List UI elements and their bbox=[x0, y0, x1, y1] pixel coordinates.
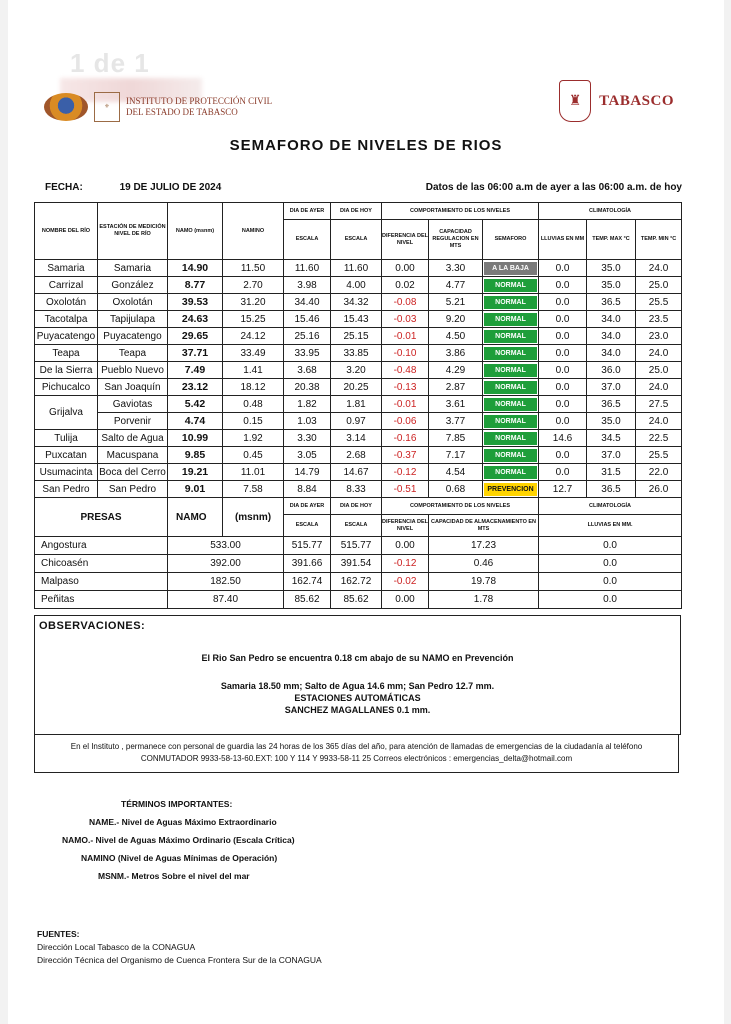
presa-cell-hoy: 85.62 bbox=[331, 591, 382, 609]
cell-tmax: 35.0 bbox=[587, 277, 636, 294]
observations-line1: El Rio San Pedro se encuentra 0.18 cm abajo de su NAMO en Prevención bbox=[201, 653, 514, 663]
cell-dif: -0.13 bbox=[382, 379, 429, 396]
cell-rio: Oxolotán bbox=[35, 294, 98, 311]
presa-cell-dif: 0.00 bbox=[382, 537, 429, 555]
presa-cell-lluvia: 0.0 bbox=[539, 537, 682, 555]
cell-estacion: Teapa bbox=[98, 345, 168, 362]
table-row bbox=[35, 447, 682, 464]
cell-namino: 11.01 bbox=[223, 464, 284, 481]
cell-hoy: 3.14 bbox=[331, 430, 382, 447]
cell-dif: -0.48 bbox=[382, 362, 429, 379]
cell-cap: 4.77 bbox=[429, 277, 483, 294]
cell-tmin: 26.0 bbox=[636, 481, 682, 498]
cell-ayer: 34.40 bbox=[284, 294, 331, 311]
cell-namino: 2.70 bbox=[223, 277, 284, 294]
cell-namino: 18.12 bbox=[223, 379, 284, 396]
cell-tmax: 35.0 bbox=[587, 260, 636, 277]
header-escala-ayer: ESCALA bbox=[284, 220, 331, 260]
cell-tmax: 34.5 bbox=[587, 430, 636, 447]
term-name: NAME.- Nivel de Aguas Máximo Extraordinario bbox=[89, 817, 277, 827]
cell-namino: 24.12 bbox=[223, 328, 284, 345]
presa-row bbox=[35, 555, 682, 573]
cell-semaforo bbox=[483, 481, 539, 498]
semaforo-badge: PREVENCION bbox=[484, 483, 537, 496]
header-namo: NAMO (msnm) bbox=[168, 203, 223, 260]
cell-namo: 9.01 bbox=[168, 481, 223, 498]
cell-semaforo bbox=[483, 277, 539, 294]
cell-rio: Pichucalco bbox=[35, 379, 98, 396]
cell-ayer: 33.95 bbox=[284, 345, 331, 362]
header-rio: NOMBRE DEL RÍO bbox=[35, 203, 98, 260]
cell-ayer: 3.05 bbox=[284, 447, 331, 464]
presa-cell-namo: 533.00 bbox=[168, 537, 284, 555]
institute-name bbox=[126, 96, 272, 118]
header-tmin: TEMP. MIN °C bbox=[636, 220, 682, 260]
cell-ayer: 3.68 bbox=[284, 362, 331, 379]
cell-estacion: Pueblo Nuevo bbox=[98, 362, 168, 379]
cell-hoy: 15.43 bbox=[331, 311, 382, 328]
cell-estacion: Samaria bbox=[98, 260, 168, 277]
cell-cap: 9.20 bbox=[429, 311, 483, 328]
cell-tmax: 36.5 bbox=[587, 294, 636, 311]
cell-cap: 3.86 bbox=[429, 345, 483, 362]
cell-tmax: 36.5 bbox=[587, 481, 636, 498]
cell-dif: -0.12 bbox=[382, 464, 429, 481]
cell-dif: 0.00 bbox=[382, 260, 429, 277]
presa-cell-ayer: 391.66 bbox=[284, 555, 331, 573]
semaforo-badge: NORMAL bbox=[484, 347, 537, 360]
header-presas-diferencia: DIFERENCIA DEL NIVEL bbox=[382, 515, 429, 537]
institute-contact-line1: En el Instituto , permanece con personal de guardia las 24 horas de los 365 días del año, para atención de llamadas de emergencias de la ciudadanía al teléfono bbox=[70, 742, 643, 751]
presa-cell-dif: 0.00 bbox=[382, 591, 429, 609]
cell-namo: 37.71 bbox=[168, 345, 223, 362]
cell-dif: 0.02 bbox=[382, 277, 429, 294]
cell-estacion: Puyacatengo bbox=[98, 328, 168, 345]
cell-hoy: 33.85 bbox=[331, 345, 382, 362]
cell-tmax: 36.0 bbox=[587, 362, 636, 379]
cell-lluvia: 0.0 bbox=[539, 328, 587, 345]
observations-line3: ESTACIONES AUTOMÁTICAS bbox=[294, 693, 421, 703]
presa-row bbox=[35, 573, 682, 591]
cell-estacion: San Joaquín bbox=[98, 379, 168, 396]
cell-rio: De la Sierra bbox=[35, 362, 98, 379]
observations-line4: SANCHEZ MAGALLANES 0.1 mm. bbox=[284, 705, 431, 715]
cell-cap: 7.17 bbox=[429, 447, 483, 464]
semaforo-badge: NORMAL bbox=[484, 415, 537, 428]
data-period: Datos de las 06:00 a.m de ayer a las 06:00 a.m. de hoy bbox=[425, 182, 682, 193]
presa-cell-dif: -0.02 bbox=[382, 573, 429, 591]
cell-semaforo bbox=[483, 328, 539, 345]
cell-namino: 33.49 bbox=[223, 345, 284, 362]
cell-namino: 1.92 bbox=[223, 430, 284, 447]
cell-tmin: 22.5 bbox=[636, 430, 682, 447]
cell-namo: 10.99 bbox=[168, 430, 223, 447]
cell-tmax: 34.0 bbox=[587, 328, 636, 345]
cell-cap: 0.68 bbox=[429, 481, 483, 498]
presa-cell-ayer: 85.62 bbox=[284, 591, 331, 609]
cell-tmin: 27.5 bbox=[636, 396, 682, 413]
header-presas-dia-ayer: DIA DE AYER bbox=[284, 498, 331, 515]
cell-namo: 7.49 bbox=[168, 362, 223, 379]
cell-ayer: 1.82 bbox=[284, 396, 331, 413]
cell-estacion: Porvenir bbox=[98, 413, 168, 430]
table-row bbox=[35, 260, 682, 277]
cell-ayer: 3.98 bbox=[284, 277, 331, 294]
table-row bbox=[35, 294, 682, 311]
cell-hoy: 14.67 bbox=[331, 464, 382, 481]
cell-lluvia: 0.0 bbox=[539, 447, 587, 464]
table-row bbox=[35, 430, 682, 447]
page-title: SEMAFORO DE NIVELES DE RIOS bbox=[229, 137, 503, 154]
header-presas-msnm: (msnm) bbox=[223, 498, 284, 537]
cell-tmin: 25.5 bbox=[636, 447, 682, 464]
presa-row bbox=[35, 537, 682, 555]
semaforo-badge: NORMAL bbox=[484, 398, 537, 411]
cell-tmax: 31.5 bbox=[587, 464, 636, 481]
source-line2: Dirección Técnica del Organismo de Cuenca Frontera Sur de la CONAGUA bbox=[37, 955, 322, 965]
institute-contact-line2: CONMUTADOR 9933-58-13-60.EXT: 100 Y 114 Y 9933-58-11 25 Correos electrónicos : emergencias_delta@hotmail.com bbox=[140, 754, 573, 763]
institute-header bbox=[44, 92, 272, 122]
cell-estacion: San Pedro bbox=[98, 481, 168, 498]
header-namino: NAMINO bbox=[223, 203, 284, 260]
cell-namo: 23.12 bbox=[168, 379, 223, 396]
sources-section bbox=[37, 928, 322, 967]
cell-semaforo bbox=[483, 311, 539, 328]
header-capacidad: CAPACIDAD REGULACION EN MTS bbox=[429, 220, 483, 260]
cell-tmin: 25.5 bbox=[636, 294, 682, 311]
presa-cell-cap: 17.23 bbox=[429, 537, 539, 555]
table-row bbox=[35, 277, 682, 294]
presa-cell-hoy: 391.54 bbox=[331, 555, 382, 573]
cell-cap: 3.77 bbox=[429, 413, 483, 430]
header-dia-hoy: DIA DE HOY bbox=[331, 203, 382, 220]
presa-cell-name: Malpaso bbox=[35, 573, 168, 591]
semaforo-badge: NORMAL bbox=[484, 381, 537, 394]
cell-rio: Samaria bbox=[35, 260, 98, 277]
cell-tmax: 35.0 bbox=[587, 413, 636, 430]
header-dia-ayer: DIA DE AYER bbox=[284, 203, 331, 220]
cell-namino: 1.41 bbox=[223, 362, 284, 379]
semaforo-badge: NORMAL bbox=[484, 296, 537, 309]
presa-cell-ayer: 515.77 bbox=[284, 537, 331, 555]
cell-estacion: Salto de Agua bbox=[98, 430, 168, 447]
cell-namo: 8.77 bbox=[168, 277, 223, 294]
tabasco-crest-icon: ♜ bbox=[559, 80, 591, 122]
cell-namo: 24.63 bbox=[168, 311, 223, 328]
source-line1: Dirección Local Tabasco de la CONAGUA bbox=[37, 942, 196, 952]
cell-ayer: 20.38 bbox=[284, 379, 331, 396]
terms-title: TÉRMINOS IMPORTANTES: bbox=[121, 799, 233, 809]
semaforo-badge: A LA BAJA bbox=[484, 262, 537, 275]
cell-tmax: 34.0 bbox=[587, 345, 636, 362]
cell-cap: 4.29 bbox=[429, 362, 483, 379]
cell-ayer: 15.46 bbox=[284, 311, 331, 328]
cell-lluvia: 0.0 bbox=[539, 260, 587, 277]
sources-title: FUENTES: bbox=[37, 929, 80, 939]
cell-rio: Tulija bbox=[35, 430, 98, 447]
cell-rio: Teapa bbox=[35, 345, 98, 362]
header-presas: PRESAS bbox=[35, 498, 168, 537]
date-label: FECHA: bbox=[45, 182, 83, 193]
header-comportamiento: COMPORTAMIENTO DE LOS NIVELES bbox=[382, 203, 539, 220]
cell-tmin: 23.0 bbox=[636, 328, 682, 345]
cell-semaforo bbox=[483, 379, 539, 396]
cell-rio: Grijalva bbox=[35, 396, 98, 430]
cell-tmin: 24.0 bbox=[636, 260, 682, 277]
cell-namino: 0.48 bbox=[223, 396, 284, 413]
cell-tmax: 36.5 bbox=[587, 396, 636, 413]
header-presas-capacidad: CAPACIDAD DE ALMACENAMIENTO EN MTS bbox=[429, 515, 539, 537]
cell-semaforo bbox=[483, 430, 539, 447]
cell-cap: 5.21 bbox=[429, 294, 483, 311]
observations-details bbox=[35, 680, 680, 716]
cell-tmin: 24.0 bbox=[636, 413, 682, 430]
table-row bbox=[35, 345, 682, 362]
semaforo-badge: NORMAL bbox=[484, 364, 537, 377]
cell-semaforo bbox=[483, 294, 539, 311]
cell-rio: Usumacinta bbox=[35, 464, 98, 481]
presa-cell-name: Angostura bbox=[35, 537, 168, 555]
presa-cell-namo: 182.50 bbox=[168, 573, 284, 591]
cell-tmax: 37.0 bbox=[587, 379, 636, 396]
header-climatologia: CLIMATOLOGÍA bbox=[539, 203, 682, 220]
cell-namino: 11.50 bbox=[223, 260, 284, 277]
cell-ayer: 1.03 bbox=[284, 413, 331, 430]
terms-section bbox=[0, 795, 295, 885]
cell-hoy: 2.68 bbox=[331, 447, 382, 464]
presa-cell-hoy: 162.72 bbox=[331, 573, 382, 591]
semaforo-badge: NORMAL bbox=[484, 432, 537, 445]
page-counter: 1 de 1 bbox=[70, 48, 150, 78]
header-diferencia: DIFERENCIA DEL NIVEL bbox=[382, 220, 429, 260]
presa-cell-ayer: 162.74 bbox=[284, 573, 331, 591]
cell-semaforo bbox=[483, 260, 539, 277]
cell-ayer: 14.79 bbox=[284, 464, 331, 481]
cell-tmin: 24.0 bbox=[636, 345, 682, 362]
cell-dif: -0.51 bbox=[382, 481, 429, 498]
cell-lluvia: 0.0 bbox=[539, 294, 587, 311]
term-namo: NAMO.- Nivel de Aguas Máximo Ordinario (Escala Crítica) bbox=[62, 835, 295, 845]
cell-hoy: 34.32 bbox=[331, 294, 382, 311]
cell-tmax: 34.0 bbox=[587, 311, 636, 328]
table-row bbox=[35, 481, 682, 498]
table-row bbox=[35, 311, 682, 328]
institute-contact-box bbox=[34, 734, 679, 773]
cell-namo: 19.21 bbox=[168, 464, 223, 481]
cell-tmin: 25.0 bbox=[636, 277, 682, 294]
cell-lluvia: 0.0 bbox=[539, 345, 587, 362]
term-msnm: MSNM.- Metros Sobre el nivel del mar bbox=[98, 871, 250, 881]
cell-namo: 5.42 bbox=[168, 396, 223, 413]
cell-cap: 4.50 bbox=[429, 328, 483, 345]
cell-namino: 0.15 bbox=[223, 413, 284, 430]
header-presas-namo: NAMO bbox=[168, 498, 223, 537]
cell-hoy: 3.20 bbox=[331, 362, 382, 379]
date-value: 19 DE JULIO DE 2024 bbox=[119, 182, 222, 193]
cell-tmin: 23.5 bbox=[636, 311, 682, 328]
cell-estacion: Macuspana bbox=[98, 447, 168, 464]
cell-hoy: 0.97 bbox=[331, 413, 382, 430]
cell-rio: Puyacatengo bbox=[35, 328, 98, 345]
cell-hoy: 4.00 bbox=[331, 277, 382, 294]
cell-semaforo bbox=[483, 464, 539, 481]
table-row bbox=[35, 362, 682, 379]
semaforo-badge: NORMAL bbox=[484, 449, 537, 462]
cell-estacion: Oxolotán bbox=[98, 294, 168, 311]
presa-cell-dif: -0.12 bbox=[382, 555, 429, 573]
cell-hoy: 25.15 bbox=[331, 328, 382, 345]
header-presas-comportamiento: COMPORTAMIENTO DE LOS NIVELES bbox=[382, 498, 539, 515]
presa-cell-cap: 0.46 bbox=[429, 555, 539, 573]
header-presas-escala-ayer: ESCALA bbox=[284, 515, 331, 537]
cell-cap: 3.61 bbox=[429, 396, 483, 413]
presa-cell-hoy: 515.77 bbox=[331, 537, 382, 555]
semaforo-badge: NORMAL bbox=[484, 279, 537, 292]
cell-ayer: 3.30 bbox=[284, 430, 331, 447]
cell-estacion: Gaviotas bbox=[98, 396, 168, 413]
presa-cell-cap: 19.78 bbox=[429, 573, 539, 591]
cell-dif: -0.06 bbox=[382, 413, 429, 430]
cell-hoy: 8.33 bbox=[331, 481, 382, 498]
cell-semaforo bbox=[483, 362, 539, 379]
presa-cell-lluvia: 0.0 bbox=[539, 555, 682, 573]
cell-namo: 14.90 bbox=[168, 260, 223, 277]
cell-dif: -0.03 bbox=[382, 311, 429, 328]
header-estacion: ESTACIÓN DE MEDICIÓN NIVEL DE RÍO bbox=[98, 203, 168, 260]
cell-dif: -0.01 bbox=[382, 396, 429, 413]
river-levels-table bbox=[34, 202, 682, 609]
cell-namino: 15.25 bbox=[223, 311, 284, 328]
observations-box bbox=[34, 615, 681, 735]
semaforo-badge: NORMAL bbox=[484, 466, 537, 479]
cell-rio: San Pedro bbox=[35, 481, 98, 498]
cell-cap: 7.85 bbox=[429, 430, 483, 447]
cell-dif: -0.16 bbox=[382, 430, 429, 447]
cell-lluvia: 14.6 bbox=[539, 430, 587, 447]
cell-lluvia: 0.0 bbox=[539, 311, 587, 328]
cell-cap: 4.54 bbox=[429, 464, 483, 481]
cell-lluvia: 12.7 bbox=[539, 481, 587, 498]
cell-estacion: Boca del Cerro bbox=[98, 464, 168, 481]
cell-cap: 2.87 bbox=[429, 379, 483, 396]
cell-namo: 4.74 bbox=[168, 413, 223, 430]
institute-line2: DEL ESTADO DE TABASCO bbox=[126, 107, 238, 117]
cell-namo: 29.65 bbox=[168, 328, 223, 345]
tabasco-logo bbox=[559, 80, 674, 122]
cell-ayer: 25.16 bbox=[284, 328, 331, 345]
cell-namino: 0.45 bbox=[223, 447, 284, 464]
cell-dif: -0.01 bbox=[382, 328, 429, 345]
tabasco-shield-icon: ⚜ bbox=[94, 92, 120, 122]
cell-semaforo bbox=[483, 345, 539, 362]
cell-estacion: González bbox=[98, 277, 168, 294]
cell-hoy: 20.25 bbox=[331, 379, 382, 396]
cell-estacion: Tapijulapa bbox=[98, 311, 168, 328]
semaforo-badge: NORMAL bbox=[484, 313, 537, 326]
presa-cell-lluvia: 0.0 bbox=[539, 573, 682, 591]
semaforo-badge: NORMAL bbox=[484, 330, 537, 343]
observations-label: OBSERVACIONES: bbox=[39, 620, 146, 632]
cell-lluvia: 0.0 bbox=[539, 396, 587, 413]
term-namino: NAMINO (Nivel de Aguas Mínimas de Operación) bbox=[81, 853, 278, 863]
cell-semaforo bbox=[483, 447, 539, 464]
cell-tmax: 37.0 bbox=[587, 447, 636, 464]
cell-lluvia: 0.0 bbox=[539, 379, 587, 396]
cell-dif: -0.10 bbox=[382, 345, 429, 362]
cell-tmin: 22.0 bbox=[636, 464, 682, 481]
table-row bbox=[35, 464, 682, 481]
institute-line1: INSTITUTO DE PROTECCIÓN CIVIL bbox=[126, 96, 273, 106]
cell-namino: 31.20 bbox=[223, 294, 284, 311]
header-presas-lluvias: LLUVIAS EN MM. bbox=[539, 515, 682, 537]
table-row bbox=[35, 413, 682, 430]
cell-hoy: 11.60 bbox=[331, 260, 382, 277]
cell-namo: 9.85 bbox=[168, 447, 223, 464]
cell-rio: Tacotalpa bbox=[35, 311, 98, 328]
cell-ayer: 8.84 bbox=[284, 481, 331, 498]
presa-cell-cap: 1.78 bbox=[429, 591, 539, 609]
cell-semaforo bbox=[483, 396, 539, 413]
cell-lluvia: 0.0 bbox=[539, 464, 587, 481]
header-presas-escala-hoy: ESCALA bbox=[331, 515, 382, 537]
header-presas-climatologia: CLIMATOLOGÍA bbox=[539, 498, 682, 515]
cell-hoy: 1.81 bbox=[331, 396, 382, 413]
cell-lluvia: 0.0 bbox=[539, 362, 587, 379]
observations-line2: Samaria 18.50 mm; Salto de Agua 14.6 mm; San Pedro 12.7 mm. bbox=[220, 681, 495, 691]
cell-lluvia: 0.0 bbox=[539, 413, 587, 430]
presa-cell-namo: 392.00 bbox=[168, 555, 284, 573]
cell-dif: -0.37 bbox=[382, 447, 429, 464]
presa-row bbox=[35, 591, 682, 609]
cell-cap: 3.30 bbox=[429, 260, 483, 277]
header-lluvias: LLUVIAS EN MM bbox=[539, 220, 587, 260]
date-line bbox=[45, 182, 221, 193]
presa-cell-name: Peñitas bbox=[35, 591, 168, 609]
header-escala-hoy: ESCALA bbox=[331, 220, 382, 260]
cell-rio: Puxcatan bbox=[35, 447, 98, 464]
cell-rio: Carrizal bbox=[35, 277, 98, 294]
presa-cell-name: Chicoasén bbox=[35, 555, 168, 573]
cell-dif: -0.08 bbox=[382, 294, 429, 311]
cell-tmin: 24.0 bbox=[636, 379, 682, 396]
cell-namino: 7.58 bbox=[223, 481, 284, 498]
header-semaforo: SEMAFORO bbox=[483, 220, 539, 260]
cell-tmin: 25.0 bbox=[636, 362, 682, 379]
cell-namo: 39.53 bbox=[168, 294, 223, 311]
institute-seal-icon bbox=[44, 93, 88, 121]
cell-lluvia: 0.0 bbox=[539, 277, 587, 294]
presa-cell-namo: 87.40 bbox=[168, 591, 284, 609]
header-presas-dia-hoy: DIA DE HOY bbox=[331, 498, 382, 515]
table-row bbox=[35, 379, 682, 396]
table-row bbox=[35, 396, 682, 413]
header-tmax: TEMP. MAX °C bbox=[587, 220, 636, 260]
cell-ayer: 11.60 bbox=[284, 260, 331, 277]
cell-semaforo bbox=[483, 413, 539, 430]
table-row bbox=[35, 328, 682, 345]
tabasco-wordmark: TABASCO bbox=[599, 92, 674, 109]
presa-cell-lluvia: 0.0 bbox=[539, 591, 682, 609]
